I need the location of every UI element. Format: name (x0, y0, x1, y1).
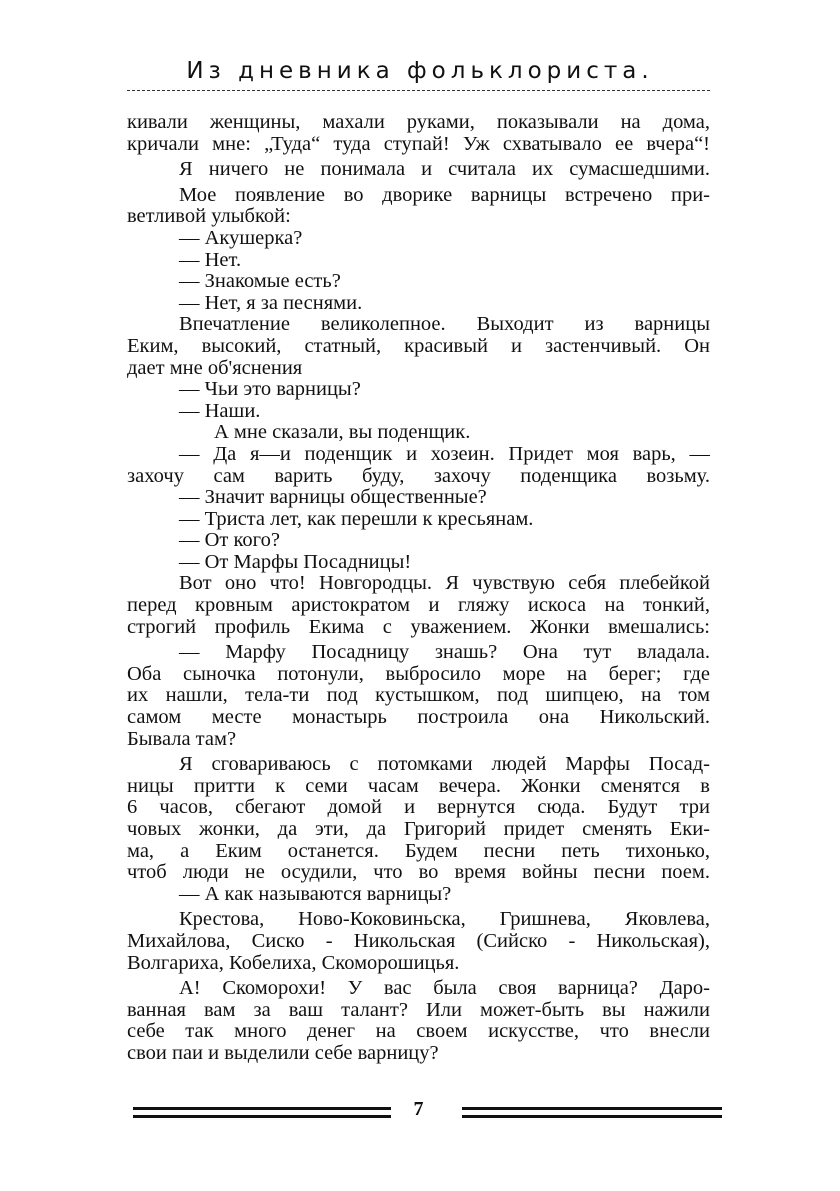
header-divider (127, 90, 710, 91)
dialogue-line: — От кого? (179, 530, 280, 552)
text-line: их нашли, тела-ти под кустышком, под шипцею, на том (127, 685, 710, 707)
dialogue-line: А мне сказали, вы поденщик. (214, 422, 471, 444)
text-line: дает мне об'яснения (127, 357, 303, 379)
text-line: Бывала там? (127, 728, 237, 750)
text-line: свои паи и выделили себе варницу? (127, 1042, 439, 1064)
dialogue-line: — Чьи это варницы? (179, 379, 361, 401)
text-line: Я ничего не понимала и считала их сумасшедшими. (179, 159, 710, 181)
text-line: Волгариха, Кобелиха, Скоморошицья. (127, 952, 460, 974)
page-footer (127, 1098, 710, 1128)
dialogue-line: — Нет, я за песнями. (179, 292, 363, 314)
footer-rule-right (462, 1107, 722, 1118)
dialogue-line: — Нет. (179, 249, 242, 271)
dialogue-line: — Акушерка? (179, 227, 303, 249)
dialogue-line: — Знакомые есть? (179, 271, 341, 293)
text-line: перед кровным аристократом и гляжу искоса на тонкий, (127, 595, 710, 617)
text-line: А! Скоморохи! У вас была своя варница? Даро- (179, 978, 710, 1000)
text-line: Мое появление во дворике варницы встречено при- (179, 184, 710, 206)
dialogue-line: — А как называются варницы? (179, 883, 452, 905)
text-line: строгий профиль Екима с уважением. Жонки вмешались: (127, 616, 710, 638)
dialogue-line: — От Марфы Посадницы! (179, 551, 412, 573)
running-header: Из дневника фольклориста. (186, 58, 654, 84)
text-line: 6 часов, сбегают домой и вернутся сюда. Будут три (127, 797, 710, 819)
footer-rule-left (133, 1107, 391, 1118)
text-line: Вот оно что! Новгородцы. Я чувствую себя плебейкой (179, 573, 710, 595)
text-line: кричали мне: „Туда“ туда ступай! Уж схватывало ее вчера“! (127, 133, 710, 155)
main-text (127, 112, 710, 1065)
text-line: Впечатление великолепное. Выходит из варницы (179, 314, 710, 336)
text-line: Оба сыночка потонули, выбросило море на берег; где (127, 663, 710, 685)
text-line: ванная вам за ваш талант? Или может-быть вы нажили (127, 999, 710, 1021)
text-line: човых жонки, да эти, да Григорий придет сменять Еки- (127, 819, 710, 840)
text-line: ма, а Еким останется. Будем песни петь тихонько, (127, 840, 710, 862)
text-line: ницы притти к семи часам вечера. Жонки сменятся в (127, 775, 710, 797)
page-number: 7 (413, 1098, 424, 1120)
text-line: Михайлова, Сиско - Никольская (Сийско - Никольская), (127, 930, 710, 952)
dialogue-line: — Наши. (179, 400, 261, 422)
dialogue-line: — Значит варницы общественные? (179, 487, 487, 509)
dialogue-line: — Марфу Посадницу знашь? Она тут владала. (179, 642, 710, 664)
text-line: захочу сам варить буду, захочу поденщика возьму. (127, 465, 710, 487)
dialogue-line: — Триста лет, как перешли к кресьянам. (179, 508, 534, 530)
text-line: чтоб люди не осудили, что во время войны песни поем. (127, 862, 710, 884)
text-line: Еким, высокий, статный, красивый и застенчивый. Он (127, 335, 710, 357)
dialogue-line: — Да я—и поденщик и хозеин. Придет моя варь, — (179, 443, 710, 465)
text-line: самом месте монастырь построила она Никольский. (127, 707, 710, 729)
text-line: себе так много денег на своем искусстве, что внесли (127, 1021, 710, 1043)
text-line: Я сговариваюсь с потомками людей Марфы Посад- (179, 754, 710, 776)
text-line: Крестова, Ново-Коковиньска, Гришнева, Яковлева, (179, 909, 710, 931)
text-line: ветливой улыбкой: (127, 206, 291, 228)
text-line: кивали женщины, махали руками, показывали на дома, (127, 112, 710, 133)
